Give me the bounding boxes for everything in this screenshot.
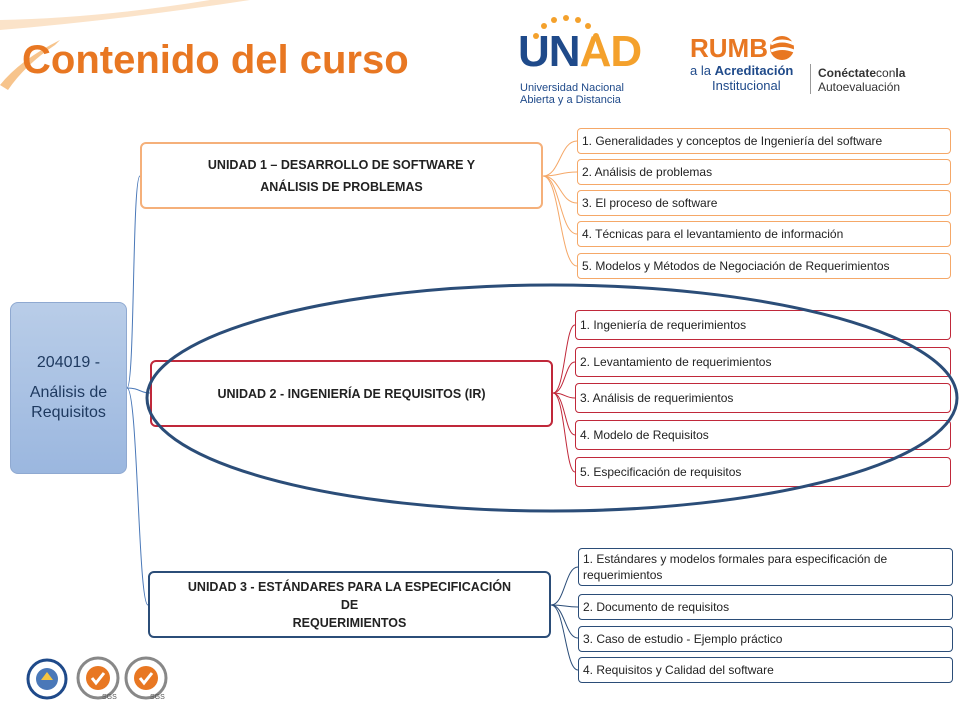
unit-1-item: 4. Técnicas para el levantamiento de información <box>577 221 951 247</box>
unit-3-node <box>148 571 551 638</box>
sgs-cert-seal-1 <box>76 656 120 706</box>
unit-2-item: 3. Análisis de requerimientos <box>575 383 951 413</box>
sgs-label-1: SGS <box>102 694 117 701</box>
page-title: Contenido del curso <box>22 38 409 82</box>
unad-letter-u: U <box>518 27 549 76</box>
root-line3: Requisitos <box>31 404 106 421</box>
unit-1-item: 3. El proceso de software <box>577 190 951 216</box>
sgs-cert-seal-2 <box>124 656 168 706</box>
unit-1-title-line1: UNIDAD 1 – DESARROLLO DE SOFTWARE Y <box>207 157 476 172</box>
sgs-label-2: SGS <box>150 694 165 701</box>
unit-3-title-line1: UNIDAD 3 - ESTÁNDARES PARA LA ESPECIFICACIÓN DE <box>187 579 512 612</box>
unad-name-line1: Universidad Nacional <box>520 82 624 94</box>
unit-3-item: 1. Estándares y modelos formales para especificación de requerimientos <box>578 548 953 586</box>
rumbo-brand: RUMB <box>690 33 768 63</box>
unit-1-node <box>140 142 543 209</box>
unit-2-item: 1. Ingeniería de requerimientos <box>575 310 951 340</box>
gov-seal-icon <box>26 658 68 705</box>
unit-2-node <box>150 360 553 427</box>
rumbo-line2: Institucional <box>712 78 781 93</box>
rumbo-line1-pre: a la <box>690 63 711 78</box>
unit-2-title: UNIDAD 2 - INGENIERÍA DE REQUISITOS (IR) <box>217 386 486 401</box>
unad-letter-ad: AD <box>579 27 642 76</box>
unad-letter-n: N <box>548 27 580 76</box>
unit-1-item: 1. Generalidades y conceptos de Ingeniería del software <box>577 128 951 154</box>
rumbo-right-line2: Autoevaluación <box>818 80 901 94</box>
unit-2-item: 2. Levantamiento de requerimientos <box>575 347 951 377</box>
unit-2-item: 5. Especificación de requisitos <box>575 457 951 487</box>
rumbo-right-bold2: la <box>895 66 906 80</box>
unit-1-item: 5. Modelos y Métodos de Negociación de Requerimientos <box>577 253 951 279</box>
unit-3-item: 3. Caso de estudio - Ejemplo práctico <box>578 626 953 652</box>
unit-1-title-line2: ANÁLISIS DE PROBLEMAS <box>260 179 423 194</box>
unad-name-line2: Abierta y a Distancia <box>520 94 621 106</box>
root-line1: 204019 - <box>36 354 101 371</box>
rumbo-right-mid: con <box>876 66 896 80</box>
course-root-node <box>10 302 127 474</box>
unit-3-title-line2: REQUERIMIENTOS <box>292 615 407 630</box>
unit-2-item: 4. Modelo de Requisitos <box>575 420 951 450</box>
rumbo-right-bold: Conéctate <box>818 66 877 80</box>
rumbo-line1-bold: Acreditación <box>714 63 794 78</box>
unit-3-item: 2. Documento de requisitos <box>578 594 953 620</box>
unit-1-item: 2. Análisis de problemas <box>577 159 951 185</box>
root-line2: Análisis de <box>29 384 108 401</box>
unit-3-item: 4. Requisitos y Calidad del software <box>578 657 953 683</box>
